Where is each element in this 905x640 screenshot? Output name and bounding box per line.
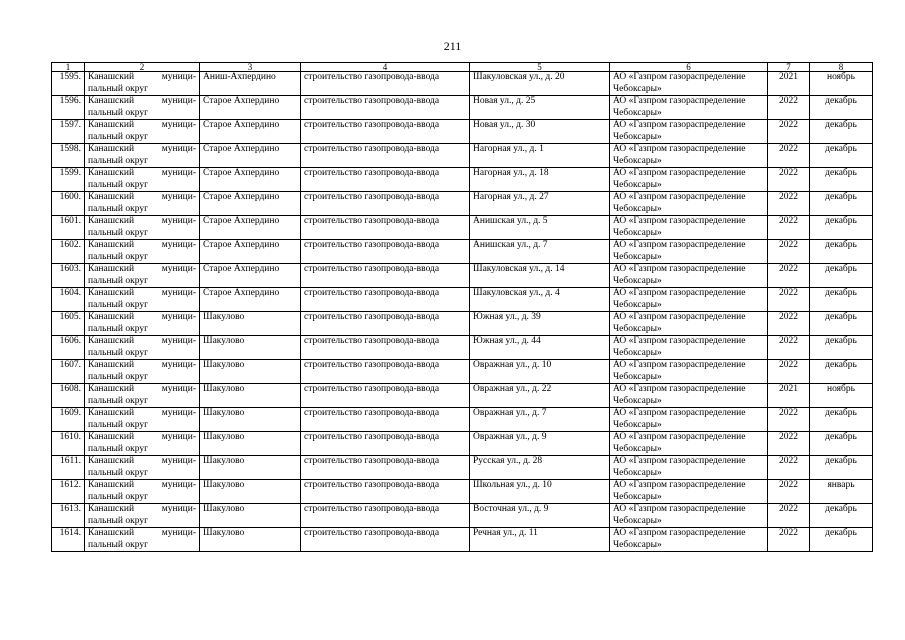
district-word: муници- <box>161 528 196 538</box>
row-number: 1610. <box>52 432 85 456</box>
settlement-cell: Старое Ахпердино <box>200 240 301 264</box>
row-number: 1606. <box>52 336 85 360</box>
year-cell: 2022 <box>768 432 810 456</box>
month-cell: январь <box>810 480 873 504</box>
address-cell: Нагорная ул., д. 27 <box>470 192 610 216</box>
column-number: 2 <box>85 63 200 72</box>
district-line <box>88 480 196 492</box>
month-cell: декабрь <box>810 312 873 336</box>
address-cell: Восточная ул., д. 9 <box>470 504 610 528</box>
address-cell: Нагорная ул., д. 18 <box>470 168 610 192</box>
work-type-cell: строительство газопровода-ввода <box>301 144 470 168</box>
district-cell <box>85 360 200 384</box>
table-row <box>52 528 873 552</box>
month-cell: декабрь <box>810 336 873 360</box>
table-row <box>52 144 873 168</box>
work-type-cell: строительство газопровода-ввода <box>301 384 470 408</box>
table-row <box>52 120 873 144</box>
organization-cell: АО «Газпром газораспределение Чебоксары» <box>610 120 768 144</box>
month-cell: декабрь <box>810 288 873 312</box>
month-cell: декабрь <box>810 144 873 168</box>
table-row <box>52 456 873 480</box>
address-cell: Анишская ул., д. 5 <box>470 216 610 240</box>
organization-cell: АО «Газпром газораспределение Чебоксары» <box>610 216 768 240</box>
district-word: Канашский <box>88 432 135 442</box>
row-number: 1604. <box>52 288 85 312</box>
year-cell: 2022 <box>768 120 810 144</box>
work-type-cell: строительство газопровода-ввода <box>301 432 470 456</box>
district-cell <box>85 288 200 312</box>
district-line: пальный округ <box>88 347 149 358</box>
settlement-cell: Старое Ахпердино <box>200 192 301 216</box>
district-line: пальный округ <box>88 419 149 430</box>
address-cell: Овражная ул., д. 9 <box>470 432 610 456</box>
year-cell: 2022 <box>768 528 810 552</box>
district-word: Канашский <box>88 120 135 130</box>
district-cell <box>85 528 200 552</box>
month-cell: декабрь <box>810 96 873 120</box>
year-cell: 2022 <box>768 408 810 432</box>
work-type-cell: строительство газопровода-ввода <box>301 288 470 312</box>
row-number: 1608. <box>52 384 85 408</box>
table-row <box>52 336 873 360</box>
district-cell <box>85 312 200 336</box>
work-type-cell: строительство газопровода-ввода <box>301 504 470 528</box>
row-number: 1609. <box>52 408 85 432</box>
district-line <box>88 528 196 540</box>
settlement-cell: Шакулово <box>200 360 301 384</box>
district-line <box>88 120 196 132</box>
district-line <box>88 360 196 372</box>
district-word: Канашский <box>88 240 135 250</box>
work-type-cell: строительство газопровода-ввода <box>301 72 470 96</box>
district-line <box>88 144 196 156</box>
row-number: 1599. <box>52 168 85 192</box>
work-type-cell: строительство газопровода-ввода <box>301 96 470 120</box>
settlement-cell: Шакулово <box>200 456 301 480</box>
column-number: 6 <box>610 63 768 72</box>
organization-cell: АО «Газпром газораспределение Чебоксары» <box>610 192 768 216</box>
address-cell: Южная ул., д. 39 <box>470 312 610 336</box>
district-line: пальный округ <box>88 83 149 94</box>
registry-table <box>51 62 873 552</box>
district-cell <box>85 384 200 408</box>
organization-cell: АО «Газпром газораспределение Чебоксары» <box>610 288 768 312</box>
work-type-cell: строительство газопровода-ввода <box>301 192 470 216</box>
year-cell: 2022 <box>768 288 810 312</box>
row-number: 1596. <box>52 96 85 120</box>
year-cell: 2022 <box>768 504 810 528</box>
year-cell: 2022 <box>768 96 810 120</box>
organization-cell: АО «Газпром газораспределение Чебоксары» <box>610 264 768 288</box>
district-word: муници- <box>161 336 196 346</box>
district-word: Канашский <box>88 480 135 490</box>
district-word: муници- <box>161 96 196 106</box>
district-line: пальный округ <box>88 203 149 214</box>
district-cell <box>85 504 200 528</box>
district-line: пальный округ <box>88 467 149 478</box>
district-word: Канашский <box>88 312 135 322</box>
district-word: муници- <box>161 432 196 442</box>
district-line: пальный округ <box>88 275 149 286</box>
address-cell: Южная ул., д. 44 <box>470 336 610 360</box>
year-cell: 2022 <box>768 456 810 480</box>
district-line: пальный округ <box>88 251 149 262</box>
table-row <box>52 72 873 96</box>
table-row <box>52 168 873 192</box>
month-cell: ноябрь <box>810 384 873 408</box>
settlement-cell: Старое Ахпердино <box>200 168 301 192</box>
table-row <box>52 504 873 528</box>
address-cell: Анишская ул., д. 7 <box>470 240 610 264</box>
settlement-cell: Шакулово <box>200 480 301 504</box>
district-cell <box>85 408 200 432</box>
column-number-row <box>52 63 873 72</box>
settlement-cell: Старое Ахпердино <box>200 216 301 240</box>
year-cell: 2022 <box>768 144 810 168</box>
district-word: Канашский <box>88 408 135 418</box>
district-cell <box>85 336 200 360</box>
district-line <box>88 504 196 516</box>
district-cell <box>85 456 200 480</box>
column-number: 1 <box>52 63 85 72</box>
settlement-cell: Старое Ахпердино <box>200 120 301 144</box>
table-row <box>52 480 873 504</box>
work-type-cell: строительство газопровода-ввода <box>301 312 470 336</box>
table-row <box>52 408 873 432</box>
row-number: 1603. <box>52 264 85 288</box>
district-line: пальный округ <box>88 107 149 118</box>
district-line: пальный округ <box>88 299 149 310</box>
table-row <box>52 432 873 456</box>
district-line: пальный округ <box>88 179 149 190</box>
district-word: Канашский <box>88 264 135 274</box>
settlement-cell: Шакулово <box>200 528 301 552</box>
district-cell <box>85 192 200 216</box>
year-cell: 2021 <box>768 384 810 408</box>
organization-cell: АО «Газпром газораспределение Чебоксары» <box>610 384 768 408</box>
year-cell: 2022 <box>768 312 810 336</box>
row-number: 1613. <box>52 504 85 528</box>
year-cell: 2021 <box>768 72 810 96</box>
district-line: пальный округ <box>88 539 149 550</box>
column-number: 7 <box>768 63 810 72</box>
district-word: Канашский <box>88 336 135 346</box>
table-row <box>52 216 873 240</box>
district-cell <box>85 216 200 240</box>
district-word: муници- <box>161 408 196 418</box>
district-word: муници- <box>161 504 196 514</box>
district-word: Канашский <box>88 504 135 514</box>
work-type-cell: строительство газопровода-ввода <box>301 408 470 432</box>
row-number: 1611. <box>52 456 85 480</box>
district-cell <box>85 168 200 192</box>
year-cell: 2022 <box>768 216 810 240</box>
table-row <box>52 96 873 120</box>
table-row <box>52 240 873 264</box>
district-word: муници- <box>161 312 196 322</box>
address-cell: Русская ул., д. 28 <box>470 456 610 480</box>
district-word: муници- <box>161 456 196 466</box>
district-line: пальный округ <box>88 491 149 502</box>
month-cell: декабрь <box>810 456 873 480</box>
month-cell: декабрь <box>810 528 873 552</box>
year-cell: 2022 <box>768 336 810 360</box>
column-number: 8 <box>810 63 873 72</box>
district-line: пальный округ <box>88 323 149 334</box>
district-word: муници- <box>161 264 196 274</box>
district-cell <box>85 144 200 168</box>
row-number: 1601. <box>52 216 85 240</box>
month-cell: ноябрь <box>810 72 873 96</box>
year-cell: 2022 <box>768 192 810 216</box>
district-word: муници- <box>161 144 196 154</box>
address-cell: Овражная ул., д. 10 <box>470 360 610 384</box>
row-number: 1614. <box>52 528 85 552</box>
work-type-cell: строительство газопровода-ввода <box>301 528 470 552</box>
month-cell: декабрь <box>810 408 873 432</box>
row-number: 1597. <box>52 120 85 144</box>
district-word: муници- <box>161 480 196 490</box>
column-number: 3 <box>200 63 301 72</box>
settlement-cell: Аниш-Ахпердино <box>200 72 301 96</box>
year-cell: 2022 <box>768 168 810 192</box>
year-cell: 2022 <box>768 480 810 504</box>
column-number: 5 <box>470 63 610 72</box>
district-word: Канашский <box>88 72 135 82</box>
table-row <box>52 384 873 408</box>
district-word: Канашский <box>88 288 135 298</box>
row-number: 1595. <box>52 72 85 96</box>
work-type-cell: строительство газопровода-ввода <box>301 216 470 240</box>
district-word: Канашский <box>88 456 135 466</box>
settlement-cell: Шакулово <box>200 384 301 408</box>
district-word: Канашский <box>88 192 135 202</box>
table-row <box>52 360 873 384</box>
district-line <box>88 96 196 108</box>
organization-cell: АО «Газпром газораспределение Чебоксары» <box>610 432 768 456</box>
district-line: пальный округ <box>88 131 149 142</box>
settlement-cell: Шакулово <box>200 432 301 456</box>
table-row <box>52 312 873 336</box>
district-word: муници- <box>161 360 196 370</box>
organization-cell: АО «Газпром газораспределение Чебоксары» <box>610 168 768 192</box>
district-word: Канашский <box>88 528 135 538</box>
table-row <box>52 192 873 216</box>
district-word: муници- <box>161 240 196 250</box>
row-number: 1598. <box>52 144 85 168</box>
district-word: Канашский <box>88 144 135 154</box>
year-cell: 2022 <box>768 360 810 384</box>
row-number: 1600. <box>52 192 85 216</box>
district-line <box>88 216 196 228</box>
settlement-cell: Старое Ахпердино <box>200 96 301 120</box>
address-cell: Новая ул., д. 30 <box>470 120 610 144</box>
district-cell <box>85 240 200 264</box>
district-line <box>88 336 196 348</box>
settlement-cell: Шакулово <box>200 312 301 336</box>
work-type-cell: строительство газопровода-ввода <box>301 360 470 384</box>
district-cell <box>85 432 200 456</box>
work-type-cell: строительство газопровода-ввода <box>301 168 470 192</box>
district-word: муници- <box>161 384 196 394</box>
month-cell: декабрь <box>810 216 873 240</box>
row-number: 1607. <box>52 360 85 384</box>
page-number: 211 <box>443 39 462 53</box>
address-cell: Шакуловская ул., д. 4 <box>470 288 610 312</box>
organization-cell: АО «Газпром газораспределение Чебоксары» <box>610 480 768 504</box>
organization-cell: АО «Газпром газораспределение Чебоксары» <box>610 360 768 384</box>
row-number: 1605. <box>52 312 85 336</box>
month-cell: декабрь <box>810 120 873 144</box>
organization-cell: АО «Газпром газораспределение Чебоксары» <box>610 144 768 168</box>
district-line <box>88 456 196 468</box>
district-word: муници- <box>161 192 196 202</box>
district-word: муници- <box>161 288 196 298</box>
work-type-cell: строительство газопровода-ввода <box>301 264 470 288</box>
work-type-cell: строительство газопровода-ввода <box>301 456 470 480</box>
work-type-cell: строительство газопровода-ввода <box>301 240 470 264</box>
column-number: 4 <box>301 63 470 72</box>
table-row <box>52 264 873 288</box>
district-line: пальный округ <box>88 515 149 526</box>
month-cell: декабрь <box>810 192 873 216</box>
district-line: пальный округ <box>88 155 149 166</box>
organization-cell: АО «Газпром газораспределение Чебоксары» <box>610 72 768 96</box>
district-word: Канашский <box>88 96 135 106</box>
district-word: Канашский <box>88 216 135 226</box>
address-cell: Шакуловская ул., д. 14 <box>470 264 610 288</box>
month-cell: декабрь <box>810 264 873 288</box>
year-cell: 2022 <box>768 264 810 288</box>
settlement-cell: Старое Ахпердино <box>200 144 301 168</box>
month-cell: декабрь <box>810 168 873 192</box>
address-cell: Новая ул., д. 25 <box>470 96 610 120</box>
district-line <box>88 72 196 84</box>
district-cell <box>85 264 200 288</box>
work-type-cell: строительство газопровода-ввода <box>301 336 470 360</box>
organization-cell: АО «Газпром газораспределение Чебоксары» <box>610 528 768 552</box>
organization-cell: АО «Газпром газораспределение Чебоксары» <box>610 96 768 120</box>
district-cell <box>85 120 200 144</box>
district-line <box>88 264 196 276</box>
table-body <box>52 63 873 552</box>
address-cell: Овражная ул., д. 22 <box>470 384 610 408</box>
organization-cell: АО «Газпром газораспределение Чебоксары» <box>610 312 768 336</box>
district-cell <box>85 96 200 120</box>
district-line: пальный округ <box>88 371 149 382</box>
table-row <box>52 288 873 312</box>
month-cell: декабрь <box>810 504 873 528</box>
district-line <box>88 168 196 180</box>
row-number: 1602. <box>52 240 85 264</box>
address-cell: Овражная ул., д. 7 <box>470 408 610 432</box>
district-word: Канашский <box>88 384 135 394</box>
settlement-cell: Шакулово <box>200 504 301 528</box>
district-word: муници- <box>161 72 196 82</box>
month-cell: декабрь <box>810 432 873 456</box>
district-cell <box>85 480 200 504</box>
organization-cell: АО «Газпром газораспределение Чебоксары» <box>610 456 768 480</box>
row-number: 1612. <box>52 480 85 504</box>
district-word: Канашский <box>88 360 135 370</box>
district-word: Канашский <box>88 168 135 178</box>
address-cell: Речная ул., д. 11 <box>470 528 610 552</box>
settlement-cell: Старое Ахпердино <box>200 264 301 288</box>
month-cell: декабрь <box>810 240 873 264</box>
district-line <box>88 432 196 444</box>
district-line <box>88 240 196 252</box>
district-line <box>88 288 196 300</box>
address-cell: Нагорная ул., д. 1 <box>470 144 610 168</box>
settlement-cell: Шакулово <box>200 408 301 432</box>
year-cell: 2022 <box>768 240 810 264</box>
address-cell: Шакуловская ул., д. 20 <box>470 72 610 96</box>
organization-cell: АО «Газпром газораспределение Чебоксары» <box>610 240 768 264</box>
district-line <box>88 384 196 396</box>
month-cell: декабрь <box>810 360 873 384</box>
district-word: муници- <box>161 168 196 178</box>
organization-cell: АО «Газпром газораспределение Чебоксары» <box>610 504 768 528</box>
district-line: пальный округ <box>88 443 149 454</box>
district-line <box>88 408 196 420</box>
organization-cell: АО «Газпром газораспределение Чебоксары» <box>610 336 768 360</box>
organization-cell: АО «Газпром газораспределение Чебоксары» <box>610 408 768 432</box>
district-word: муници- <box>161 120 196 130</box>
work-type-cell: строительство газопровода-ввода <box>301 480 470 504</box>
address-cell: Школьная ул., д. 10 <box>470 480 610 504</box>
district-line <box>88 192 196 204</box>
district-word: муници- <box>161 216 196 226</box>
work-type-cell: строительство газопровода-ввода <box>301 120 470 144</box>
district-cell <box>85 72 200 96</box>
district-line <box>88 312 196 324</box>
district-line: пальный округ <box>88 227 149 238</box>
settlement-cell: Старое Ахпердино <box>200 288 301 312</box>
settlement-cell: Шакулово <box>200 336 301 360</box>
district-line: пальный округ <box>88 395 149 406</box>
